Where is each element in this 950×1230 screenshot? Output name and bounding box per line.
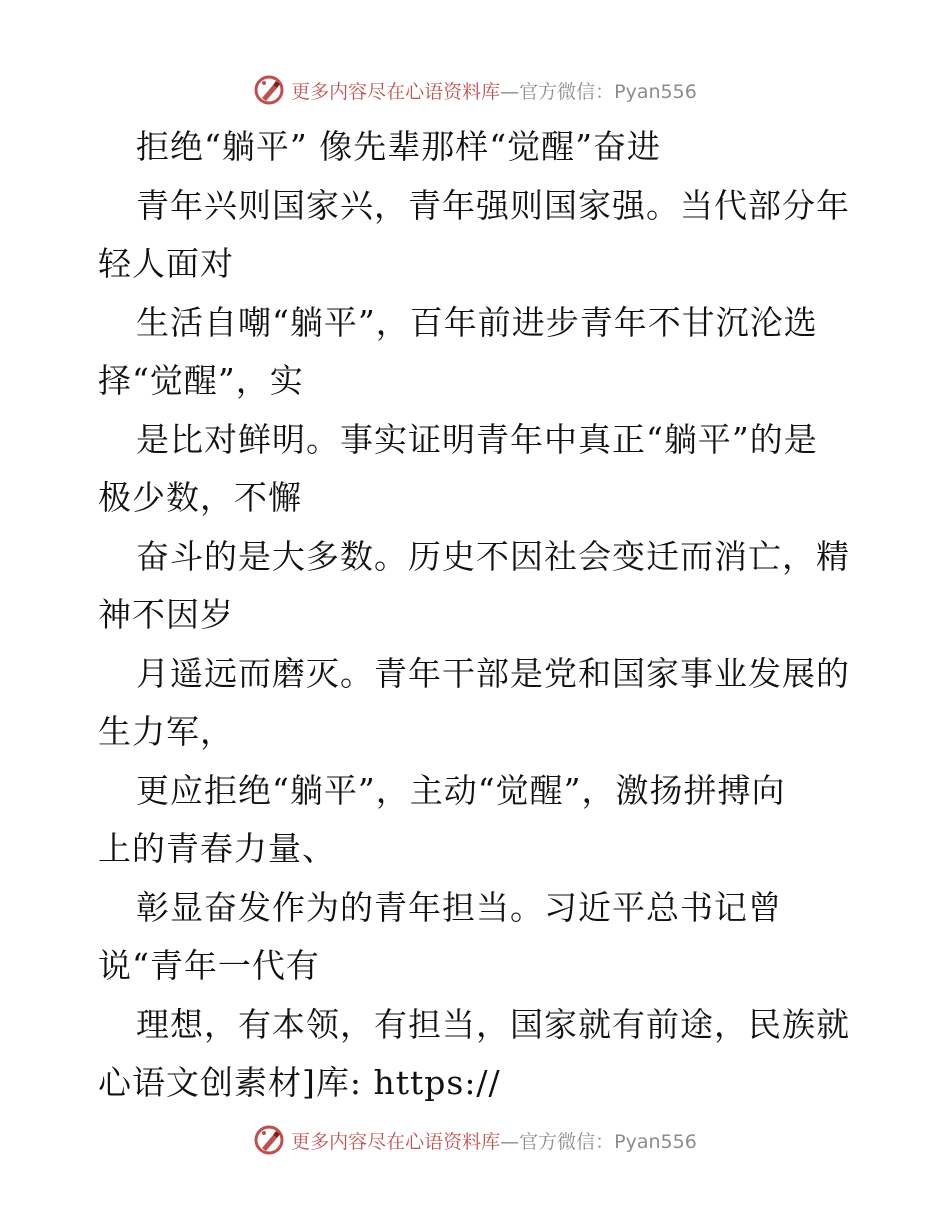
footer-watermark (0, 1120, 950, 1160)
paragraph-line: 心语文创素材]库: https:// (98, 1063, 501, 1102)
pen-logo-icon (253, 74, 285, 106)
paragraph-line: 择“觉醒”，实 (98, 361, 304, 400)
paragraph-line: 轻人面对 (98, 244, 234, 283)
document-title: 拒绝“躺平” 像先辈那样“觉醒”奋进 (136, 127, 661, 166)
paragraph-line: 极少数，不懈 (98, 478, 302, 517)
paragraph-line: 上的青春力量、 (98, 829, 336, 868)
header-watermark (0, 70, 950, 110)
watermark-wechat-text: —官方微信：Pyan556 (500, 1130, 697, 1153)
pen-logo-icon (253, 1124, 285, 1156)
paragraph-line: 是比对鲜明。事实证明青年中真正“躺平”的是 (136, 419, 818, 459)
paragraph-line: 说“青年一代有 (98, 946, 320, 985)
document-body (98, 118, 858, 1113)
paragraph-line: 奋斗的是大多数。历史不因社会变迁而消亡，精 (136, 536, 850, 576)
paragraph-line: 彰显奋发作为的青年担当。习近平总书记曾 (136, 887, 782, 927)
paragraph-line: 神不因岁 (98, 595, 234, 634)
paragraph-line: 生力军， (98, 712, 234, 751)
watermark-site-text: 更多内容尽在心语资料库 (291, 80, 501, 103)
paragraph-line: 更应拒绝“躺平”，主动“觉醒”，激扬拼搏向 (136, 770, 786, 810)
paragraph-line: 生活自嘲“躺平”，百年前进步青年不甘沉沦选 (136, 302, 818, 342)
paragraph-line: 理想，有本领，有担当，国家就有前途，民族就 (136, 1004, 850, 1044)
paragraph-line: 月遥远而磨灭。青年干部是党和国家事业发展的 (136, 653, 850, 693)
watermark-wechat-text: —官方微信：Pyan556 (500, 80, 697, 103)
watermark-site-text: 更多内容尽在心语资料库 (291, 1130, 501, 1153)
paragraph-line: 青年兴则国家兴，青年强则国家强。当代部分年 (136, 185, 850, 225)
